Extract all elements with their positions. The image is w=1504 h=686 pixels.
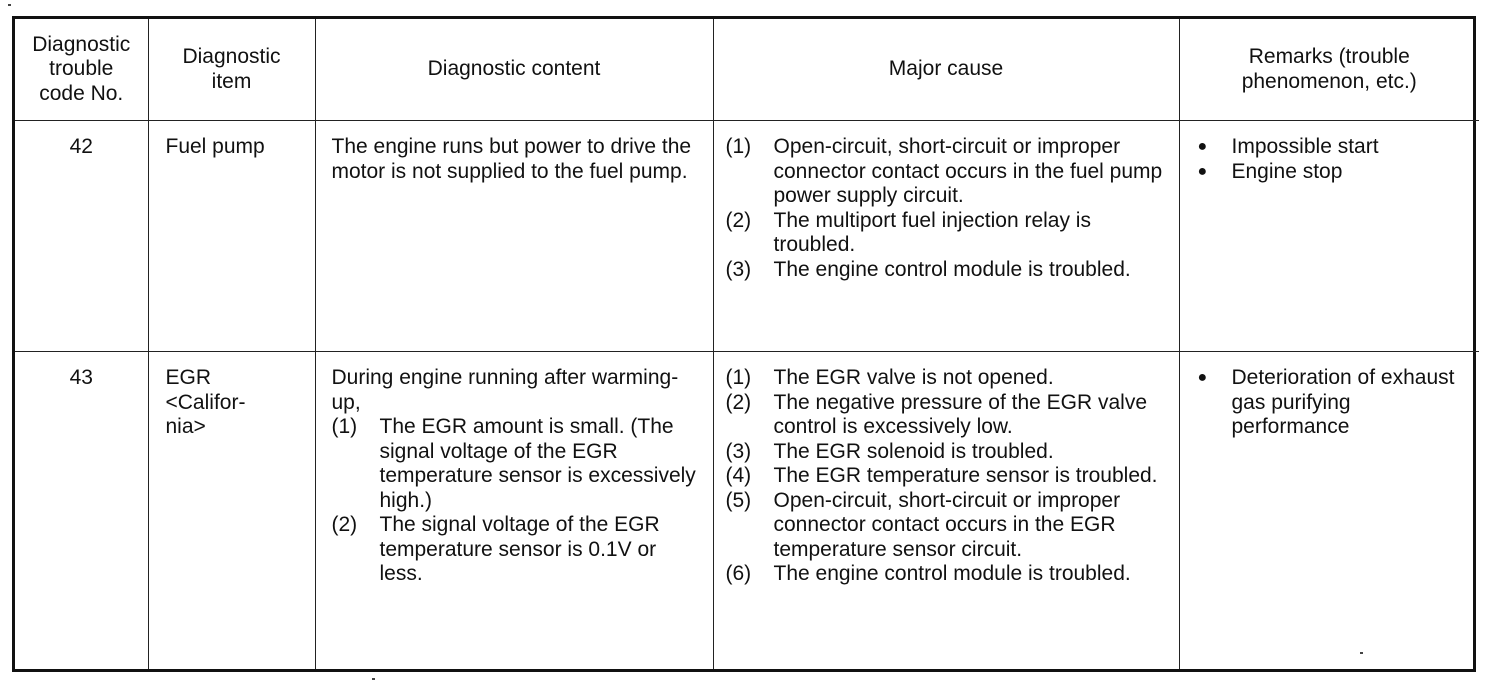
remarks-list <box>1196 135 1472 184</box>
header-content-label: Diagnostic content <box>427 57 601 81</box>
list-number: (3) <box>725 257 752 281</box>
remark-text: Engine stop <box>1231 159 1343 183</box>
bullet-icon: ● <box>1197 369 1208 386</box>
header-remarks-line-2: phenomenon, etc.) <box>1241 69 1417 93</box>
header-remarks-line-1: Remarks (trouble <box>1248 45 1410 68</box>
list-item <box>726 391 1171 440</box>
list-item <box>726 489 1171 563</box>
content-cell <box>315 121 713 352</box>
list-item <box>1196 160 1472 185</box>
list-item <box>1196 366 1472 440</box>
item-line: Fuel pump <box>165 135 265 158</box>
bullet-icon: ● <box>1197 162 1208 180</box>
item-line: <Califor- <box>165 390 246 414</box>
remarks-list <box>1196 366 1472 440</box>
diagnostic-table <box>15 19 1479 669</box>
list-text: The EGR valve is not opened. <box>773 366 1054 389</box>
diagnostic-table-frame <box>12 16 1476 672</box>
list-number: (2) <box>725 390 752 414</box>
list-text: The engine control module is troubled. <box>773 257 1131 281</box>
list-number: (1) <box>725 366 752 389</box>
list-number: (3) <box>725 439 752 463</box>
list-item <box>726 135 1171 209</box>
list-text: The EGR amount is small. (The signal voltage of the EGR temperature sensor is excessively high.) <box>379 415 696 512</box>
table-header-row <box>15 19 1479 121</box>
list-text: The multiport fuel injection relay is troubled. <box>773 208 1091 256</box>
item-cell <box>148 352 315 670</box>
cause-cell <box>713 121 1179 352</box>
list-item <box>726 258 1171 283</box>
list-number: (2) <box>725 208 752 232</box>
list-text: The EGR solenoid is troubled. <box>773 439 1054 463</box>
list-item <box>726 440 1171 465</box>
header-item-line-2: item <box>211 69 252 93</box>
header-item-line-1: Diagnostic <box>182 45 281 68</box>
scan-speck <box>372 678 375 680</box>
item-cell <box>148 121 315 352</box>
header-cause-label: Major cause <box>888 57 1004 81</box>
remark-text: Impossible start <box>1231 135 1379 158</box>
list-number: (6) <box>725 562 752 585</box>
list-text: Open-circuit, short-circuit or improper connector contact occurs in the fuel pump power supply circuit. <box>773 135 1163 207</box>
header-remarks <box>1179 19 1479 121</box>
bullet-icon: ● <box>1197 138 1208 155</box>
cause-list <box>726 366 1171 587</box>
header-item <box>148 19 315 121</box>
list-item <box>726 562 1171 587</box>
header-content <box>315 19 713 121</box>
remarks-cell <box>1179 352 1479 670</box>
content-intro: The engine runs but power to drive the motor is not supplied to the fuel pump. <box>331 135 692 183</box>
header-code <box>15 19 148 121</box>
list-text: The engine control module is troubled. <box>773 562 1131 585</box>
header-code-line-1: Diagnostic <box>32 32 131 56</box>
content-list <box>332 415 705 587</box>
cause-list <box>726 135 1171 282</box>
list-number: (4) <box>725 464 752 487</box>
list-item <box>726 366 1171 391</box>
remark-text: Deterioration of exhaust gas purifying performance <box>1231 366 1455 438</box>
remarks-cell <box>1179 121 1479 352</box>
list-item <box>332 513 705 587</box>
header-code-line-2: trouble <box>49 57 114 81</box>
list-item <box>1196 135 1472 160</box>
code-cell: 42 <box>15 121 148 352</box>
table-row <box>15 352 1479 670</box>
list-number: (1) <box>725 135 752 158</box>
list-text: The EGR temperature sensor is troubled. <box>773 464 1158 487</box>
list-text: The negative pressure of the EGR valve control is excessively low. <box>773 390 1148 438</box>
content-cell <box>315 352 713 670</box>
table-row <box>15 121 1479 352</box>
list-item <box>726 209 1171 258</box>
item-line: nia> <box>165 415 206 438</box>
header-code-line-3: code No. <box>39 81 124 105</box>
item-line: EGR <box>165 366 212 389</box>
header-cause <box>713 19 1179 121</box>
cause-cell <box>713 352 1179 670</box>
list-item <box>726 464 1171 489</box>
list-text: Open-circuit, short-circuit or improper connector contact occurs in the EGR temperature sensor circuit. <box>773 488 1121 561</box>
list-number: (1) <box>331 415 358 438</box>
code-cell: 43 <box>15 352 148 670</box>
list-item <box>332 415 705 513</box>
scan-speck <box>8 4 11 6</box>
scan-speck <box>1360 652 1363 654</box>
list-text: The signal voltage of the EGR temperature sensor is 0.1V or less. <box>379 513 660 585</box>
content-intro: During engine running after warming-up, <box>331 366 679 414</box>
list-number: (2) <box>331 513 358 536</box>
list-number: (5) <box>725 488 752 512</box>
